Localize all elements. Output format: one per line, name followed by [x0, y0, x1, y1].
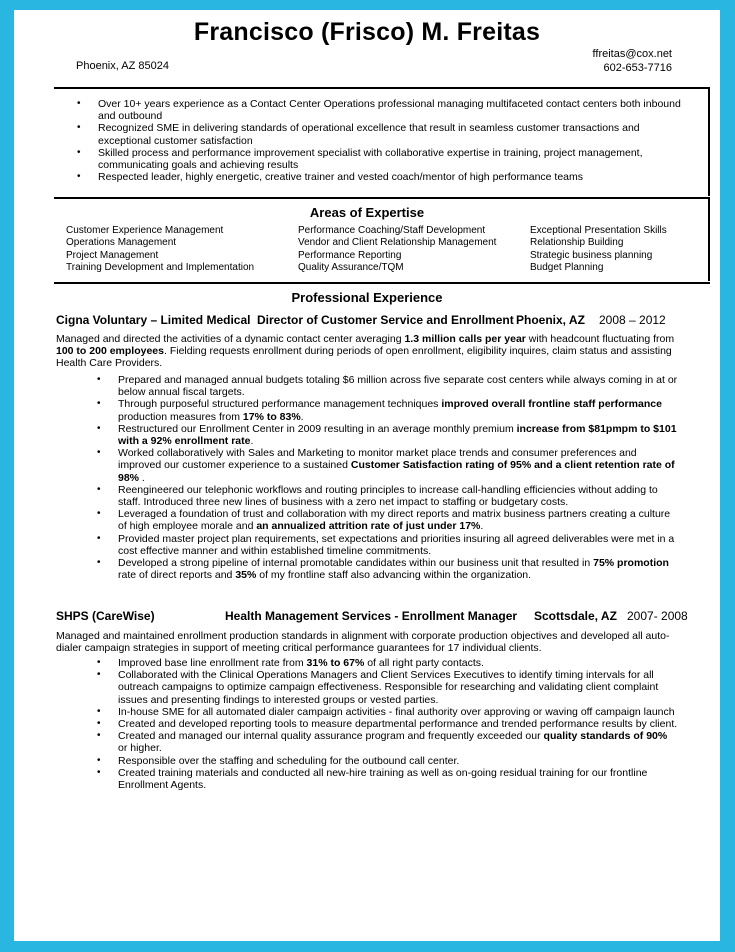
bullet-text: Reengineered our telephonic workflows and routing principles to increase call-handling efficiencies without adding to staff. Introduced three new lines of business with a zero net impact to staffing or budgetary costs.	[118, 483, 658, 509]
bullet-text: Prepared and managed annual budgets totaling $6 million across five separate cost centers while always coming in at or below annual fiscal targets.	[118, 374, 678, 399]
expertise-item: Performance Coaching/Staff Development	[298, 225, 486, 236]
bullet-icon: •	[97, 766, 101, 778]
address: Phoenix, AZ 85024	[76, 60, 169, 72]
bullet-highlight: 35%	[235, 569, 257, 582]
bullet-item	[77, 171, 688, 184]
bullet-text: Responsible over the staffing and scheduling for the outbound call center.	[118, 754, 460, 767]
job-header	[56, 313, 696, 329]
bullet-text: or higher.	[118, 742, 162, 755]
bullet-text: .	[250, 435, 254, 448]
description-text: Managed and directed the activities of a dynamic contact center averaging	[56, 333, 405, 345]
company-name: SHPS (CareWise)	[56, 609, 155, 623]
expertise-item: Operations Management	[66, 237, 177, 249]
bullet-item	[77, 146, 688, 172]
bullet-item	[97, 657, 678, 669]
expertise-item: Relationship Building	[530, 237, 624, 249]
bullet-icon: •	[77, 122, 81, 134]
experience-heading: Professional Experience	[291, 290, 443, 305]
bullet-item	[77, 122, 688, 147]
bullet-text: .	[139, 471, 145, 484]
job-description	[56, 333, 686, 370]
description-text: with headcount fluctuating from	[525, 333, 675, 345]
bullet-icon: •	[77, 171, 81, 183]
bullet-text: .	[480, 520, 484, 533]
job-location: Scottsdale, AZ	[534, 609, 617, 623]
contact-block	[593, 47, 672, 75]
expertise-item: Training Development and Implementation	[66, 262, 255, 274]
bullet-icon: •	[97, 657, 101, 668]
company-name: Cigna Voluntary – Limited Medical	[56, 313, 251, 327]
bullet-text: Over 10+ years experience as a Contact Center Operations professional managing multifaceted contact centers both inbound and outbound	[98, 98, 681, 123]
bullet-item	[97, 766, 678, 792]
bullet-icon: •	[97, 718, 101, 730]
bullet-highlight: 75% promotion	[593, 557, 669, 570]
resume-page	[14, 10, 720, 941]
summary-list	[77, 98, 688, 184]
job-achievements	[97, 657, 678, 792]
expertise-rule	[54, 282, 710, 284]
bullet-item	[97, 398, 678, 423]
expertise-column	[298, 225, 496, 275]
bullet-item	[97, 730, 678, 755]
bullet-highlight: improved overall frontline staff performance	[441, 398, 662, 411]
phone: 602-653-7716	[603, 62, 672, 74]
bullet-text: Through purposeful structured performance management techniques	[118, 398, 442, 411]
bullet-icon: •	[77, 146, 81, 158]
bullet-text: Leveraged a foundation of trust and collaboration with my direct reports and matrix business partners creating a culture of high employee morale and	[118, 508, 671, 533]
expertise-item: Vendor and Client Relationship Management	[298, 237, 497, 249]
expertise-column	[530, 225, 667, 275]
bullet-text: Created and managed our internal quality assurance program and frequently exceeded our	[118, 730, 544, 743]
bullet-item	[97, 422, 678, 448]
bullet-highlight: Customer Satisfaction rating of 95% and a client retention rate of 98%	[118, 459, 675, 484]
bullet-text: Improved base line enrollment rate from	[118, 657, 307, 669]
bullet-icon: •	[97, 730, 101, 742]
description-highlight: 100 to 200 employees	[56, 345, 164, 358]
bullet-icon: •	[97, 508, 101, 520]
bullet-item	[97, 754, 678, 767]
expertise-item: Project Management	[66, 249, 159, 261]
job-dates: 2008 – 2012	[599, 313, 666, 327]
bullet-highlight: 17% to 83%	[242, 410, 301, 423]
email[interactable]: ffreitas@cox.net	[592, 48, 672, 60]
bullet-text: Developed a strong pipeline of internal promotable candidates within our business unit that resulted in	[118, 557, 594, 570]
bullet-highlight: increase from $81pmpm to $101 with a 92% enrollment rate	[118, 422, 677, 448]
bullet-text: of my frontline staff also advancing within the organization.	[256, 569, 532, 582]
bullet-text: Created and developed reporting tools to measure departmental performance and trended performance results by client.	[118, 718, 678, 731]
bullet-item	[97, 483, 678, 509]
bullet-item	[97, 374, 678, 399]
description-highlight: 1.3 million calls per year	[404, 333, 526, 345]
bullet-text: Skilled process and performance improvement specialist with collaborative expertise in training, project management, communicating goals and achieving results	[98, 146, 643, 172]
description-text: . Fielding requests enrollment during periods of open enrollment, eligibility inquires, claim status and assisting Health Care Providers.	[56, 345, 672, 370]
bullet-icon: •	[97, 754, 101, 766]
bullet-icon: •	[97, 669, 101, 681]
bullet-icon: •	[97, 483, 101, 495]
bullet-item	[97, 557, 678, 582]
header-rule	[54, 87, 710, 89]
bullet-icon: •	[97, 374, 101, 385]
bullet-text: rate of direct reports and	[118, 569, 236, 582]
expertise-item: Performance Reporting	[298, 249, 402, 261]
bullet-text: .	[300, 410, 304, 423]
bullet-text: Respected leader, highly energetic, creative trainer and vested coach/mentor of high performance teams	[98, 171, 584, 184]
job-description: Managed and maintained enrollment production standards in alignment with corporate production objectives and developed all auto-dialer campaign strategies in support of meeting critical performance guarantees for 17 individual clients.	[56, 630, 670, 655]
bullet-icon: •	[97, 422, 101, 434]
bullet-text: production measures from	[118, 410, 243, 423]
bullet-text: Recognized SME in delivering standards of operational excellence that result in seamless customer transactions and exceptional customer satisfaction	[98, 122, 640, 147]
bullet-icon: •	[97, 705, 101, 717]
bullet-item	[97, 508, 678, 533]
bullet-item	[97, 532, 678, 557]
expertise-item: Customer Experience Management	[66, 225, 224, 236]
expertise-item: Strategic business planning	[530, 249, 653, 261]
bullet-item	[97, 718, 678, 731]
bullet-highlight: an annualized attrition rate of just under 17%	[256, 520, 481, 533]
expertise-column	[66, 225, 254, 275]
bullet-text: Provided master project plan requirements, set expectations and priorities insuring all agreed deliverables were met in a cost effective manner and within established timeline commitments.	[118, 532, 675, 557]
bullet-icon: •	[97, 447, 101, 459]
bullet-text: Collaborated with the Clinical Operations Managers and Client Services Executives to identify timing intervals for all outreach campaigns to optimize campaign effectiveness. Responsible for researching and validating client complaint issues and presenting findings to interested groups or vested parties.	[118, 669, 659, 706]
bullet-item	[97, 447, 678, 484]
bullet-icon: •	[97, 532, 101, 544]
bullet-item	[97, 669, 678, 706]
bullet-icon: •	[97, 398, 101, 410]
job-title: Health Management Services - Enrollment Manager	[225, 609, 518, 623]
expertise-heading: Areas of Expertise	[309, 205, 425, 220]
bullet-highlight: 31% to 67%	[306, 657, 365, 669]
job-header	[56, 609, 696, 625]
bullet-text: Created training materials and conducted all new-hire training as well as on-going residual training for our frontline Enrollment Agents.	[118, 766, 648, 792]
bullet-text: Restructured our Enrollment Center in 2009 resulting in an average monthly premium	[118, 422, 517, 435]
expertise-item: Exceptional Presentation Skills	[530, 225, 667, 236]
bullet-text: Worked collaboratively with Sales and Marketing to monitor market place trends and consumer preferences and improved our customer experience to a sustained	[118, 447, 637, 472]
bullet-highlight: quality standards of 90%	[543, 730, 668, 743]
bullet-item	[77, 98, 688, 123]
job-dates: 2007- 2008	[627, 609, 688, 623]
bullet-item	[97, 705, 678, 718]
summary-rule	[54, 197, 710, 199]
job-title: Director of Customer Service and Enrollment	[257, 313, 514, 327]
bullet-text: of all right party contacts.	[364, 657, 484, 669]
expertise-item: Quality Assurance/TQM	[298, 262, 404, 274]
bullet-icon: •	[97, 557, 101, 569]
bullet-text: In-house SME for all automated dialer campaign activities - final authority over approving or waving off campaign launch	[118, 705, 675, 718]
summary-border	[708, 87, 710, 196]
bullet-icon: •	[77, 98, 81, 109]
job-location: Phoenix, AZ	[516, 313, 585, 327]
job-achievements	[97, 374, 678, 582]
expertise-item: Budget Planning	[530, 262, 604, 274]
candidate-name: Francisco (Frisco) M. Freitas	[193, 18, 541, 46]
